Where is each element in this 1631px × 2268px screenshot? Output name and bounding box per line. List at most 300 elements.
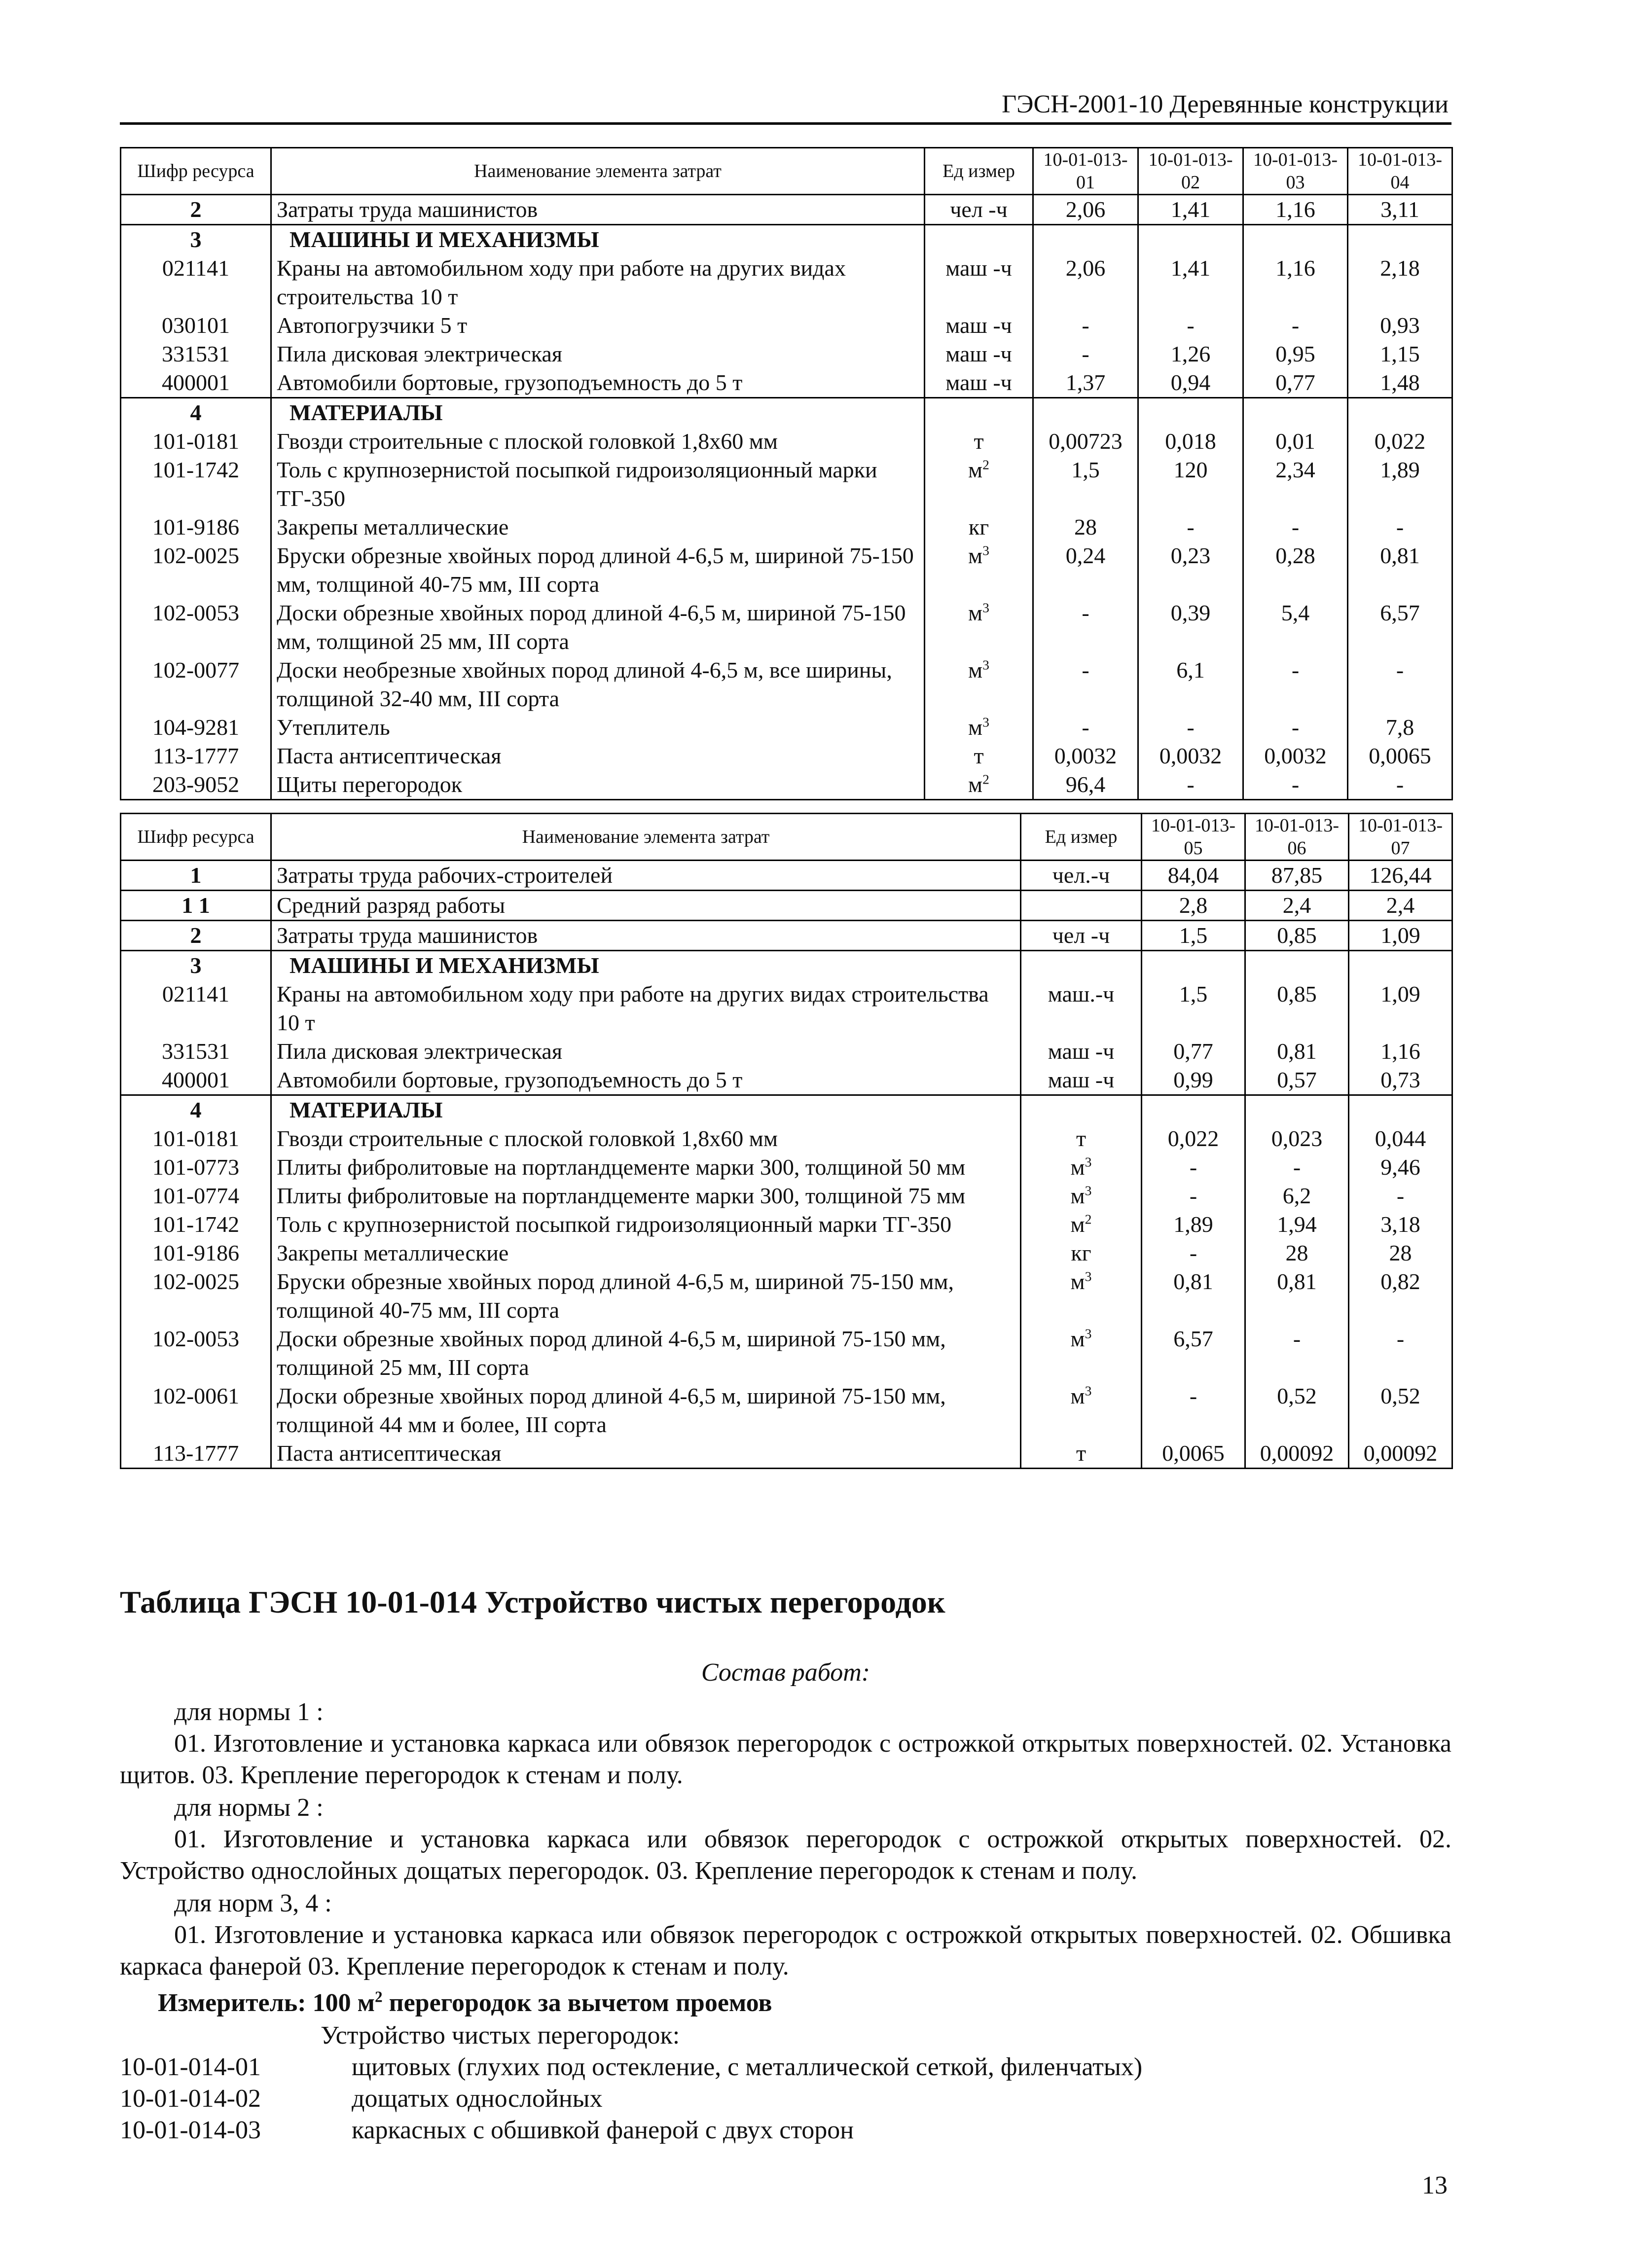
norm-value: 6,2 <box>1245 1182 1349 1210</box>
norm-value: 0,28 <box>1243 541 1348 599</box>
column-header: Ед измер <box>1021 814 1142 861</box>
norm-value: 0,022 <box>1142 1124 1245 1153</box>
table-row <box>121 921 1452 951</box>
unit-text: м <box>968 543 983 568</box>
unit-cell <box>1021 1124 1142 1153</box>
cost-element-name: Автомобили бортовые, грузоподъемность до 5 т <box>271 1066 1021 1095</box>
cost-element-name: МАШИНЫ И МЕХАНИЗМЫ <box>271 951 1021 980</box>
resource-code: 331531 <box>121 1037 271 1066</box>
unit-text: маш -ч <box>945 370 1012 395</box>
table-row <box>121 1210 1452 1239</box>
norm-value: 0,24 <box>1033 541 1138 599</box>
norm-code: 10-01-014-03 <box>120 2116 261 2144</box>
table-row <box>121 713 1452 742</box>
cost-element-name: Пила дисковая электрическая <box>271 1037 1021 1066</box>
norm-value: 28 <box>1245 1239 1349 1267</box>
table-row <box>121 1037 1452 1066</box>
cost-element-name: Толь с крупнозернистой посыпкой гидроизоляционный марки ТГ-350 <box>271 456 925 513</box>
resource-code: 101-0774 <box>121 1182 271 1210</box>
composition-heading: Состав работ: <box>701 1658 870 1687</box>
unit-text: т <box>1076 1126 1087 1151</box>
norm-value: 1,15 <box>1348 340 1452 368</box>
norm-value: 87,85 <box>1245 861 1349 891</box>
norm-value: 2,4 <box>1349 891 1452 921</box>
norm-value: 0,01 <box>1243 427 1348 456</box>
norm-value: - <box>1142 1182 1245 1210</box>
norm-value: - <box>1138 311 1243 340</box>
table-row <box>121 340 1452 368</box>
norm-value: 0,0032 <box>1243 742 1348 770</box>
unit-text: м <box>1070 1269 1085 1294</box>
resource-code: 203-9052 <box>121 770 271 800</box>
column-header: Наименование элемента затрат <box>271 814 1021 861</box>
table-row <box>121 891 1452 921</box>
norm-value: 0,57 <box>1245 1066 1349 1095</box>
norm-value: - <box>1243 770 1348 800</box>
norm-value: 0,95 <box>1243 340 1348 368</box>
unit-text: м <box>1070 1183 1085 1208</box>
norm-value: - <box>1142 1239 1245 1267</box>
cost-element-name: Паста антисептическая <box>271 742 925 770</box>
meter-value-post: перегородок за вычетом проемов <box>382 1989 772 2017</box>
norm-value: 2,06 <box>1033 195 1138 225</box>
unit-cell <box>925 513 1033 541</box>
unit-exponent: 2 <box>1085 1211 1092 1227</box>
unit-exponent: 2 <box>982 457 989 472</box>
norm-value <box>1349 951 1452 980</box>
resource-code: 101-0181 <box>121 427 271 456</box>
table-row <box>121 1439 1452 1469</box>
norm-value: 7,8 <box>1348 713 1452 742</box>
norm-value: 1,16 <box>1243 195 1348 225</box>
unit-cell <box>925 541 1033 599</box>
norm-value: 1,94 <box>1245 1210 1349 1239</box>
norm-value: 0,52 <box>1245 1382 1349 1439</box>
unit-cell <box>925 311 1033 340</box>
norm-value: 0,81 <box>1142 1267 1245 1325</box>
norm-value: - <box>1142 1382 1245 1439</box>
cost-element-name: Утеплитель <box>271 713 925 742</box>
norm-value: 1,89 <box>1142 1210 1245 1239</box>
cost-element-name: МАШИНЫ И МЕХАНИЗМЫ <box>271 225 925 254</box>
table-row <box>121 368 1452 398</box>
norm-value: 2,34 <box>1243 456 1348 513</box>
norm-value: 0,044 <box>1349 1124 1452 1153</box>
norm-value: 120 <box>1138 456 1243 513</box>
norm-list-item <box>120 2115 854 2146</box>
norm-value: 0,0032 <box>1138 742 1243 770</box>
norm-value: - <box>1245 1153 1349 1182</box>
norm-value: - <box>1243 713 1348 742</box>
unit-text: м <box>968 457 983 482</box>
column-header: 10-01-013-07 <box>1349 814 1452 861</box>
page-number: 13 <box>1422 2171 1448 2199</box>
table-row <box>121 599 1452 656</box>
norm-value: 1,16 <box>1349 1037 1452 1066</box>
norm-value: 28 <box>1033 513 1138 541</box>
resource-code: 101-1742 <box>121 1210 271 1239</box>
unit-text: маш -ч <box>945 341 1012 366</box>
meter-value-pre: 100 м <box>312 1989 375 2017</box>
resource-code: 021141 <box>121 254 271 311</box>
resource-code: 104-9281 <box>121 713 271 742</box>
norm-value: 1,48 <box>1348 368 1452 398</box>
table-row <box>121 311 1452 340</box>
norm-3-4-label: для норм 3, 4 : <box>174 1889 332 1917</box>
norm-value <box>1142 951 1245 980</box>
resource-code: 102-0053 <box>121 1325 271 1382</box>
norm-value: 5,4 <box>1243 599 1348 656</box>
resource-code: 4 <box>121 398 271 428</box>
meter-sup: 2 <box>375 1988 383 2006</box>
unit-exponent: 3 <box>1085 1268 1092 1284</box>
table-row <box>121 861 1452 891</box>
norm-value: 0,0032 <box>1033 742 1138 770</box>
unit-cell <box>925 368 1033 398</box>
norm-value: - <box>1138 513 1243 541</box>
unit-cell <box>1021 861 1142 891</box>
unit-exponent: 3 <box>982 657 989 673</box>
norm-value: 3,18 <box>1349 1210 1452 1239</box>
unit-text: чел -ч <box>1052 923 1110 948</box>
norm-value: 84,04 <box>1142 861 1245 891</box>
cost-element-name: Плиты фибролитовые на портландцементе марки 300, толщиной 75 мм <box>271 1182 1021 1210</box>
unit-cell <box>925 456 1033 513</box>
cost-element-name: Закрепы металлические <box>271 513 925 541</box>
meter-line <box>158 1987 772 2019</box>
cost-element-name: Автопогрузчики 5 т <box>271 311 925 340</box>
unit-cell <box>1021 951 1142 980</box>
table-row <box>121 1153 1452 1182</box>
resource-code: 021141 <box>121 980 271 1037</box>
resource-code: 113-1777 <box>121 1439 271 1469</box>
norm-value: 1,41 <box>1138 254 1243 311</box>
column-header: 10-01-013-02 <box>1138 148 1243 195</box>
unit-text: маш.-ч <box>1048 981 1115 1007</box>
unit-exponent: 3 <box>982 714 989 730</box>
table-row <box>121 541 1452 599</box>
unit-text: маш -ч <box>1048 1039 1115 1064</box>
norms-table-2 <box>120 813 1453 1469</box>
unit-cell <box>925 398 1033 428</box>
norm-code: 10-01-014-01 <box>120 2053 261 2081</box>
unit-cell <box>1021 1037 1142 1066</box>
unit-exponent: 3 <box>1085 1326 1092 1341</box>
table-row <box>121 1267 1452 1325</box>
unit-text: м <box>1070 1154 1085 1180</box>
norm-value: 0,52 <box>1349 1382 1452 1439</box>
unit-cell <box>1021 1095 1142 1125</box>
table-row <box>121 770 1452 800</box>
norm-list-item <box>120 2083 603 2115</box>
cost-element-name: Затраты труда машинистов <box>271 921 1021 951</box>
table-row <box>121 656 1452 713</box>
norm-value: 1,5 <box>1033 456 1138 513</box>
norm-value: 1,26 <box>1138 340 1243 368</box>
norm-value: 0,023 <box>1245 1124 1349 1153</box>
unit-text: т <box>1076 1440 1087 1466</box>
unit-cell <box>925 225 1033 254</box>
resource-code: 030101 <box>121 311 271 340</box>
unit-text: м <box>1070 1326 1085 1351</box>
table-row <box>121 1239 1452 1267</box>
norms-table-1 <box>120 147 1453 800</box>
column-header: Шифр ресурса <box>121 814 271 861</box>
unit-cell <box>1021 980 1142 1037</box>
cost-element-name: Доски обрезные хвойных пород длиной 4-6,5 м, шириной 75-150 мм, толщиной 44 мм и более, III сорта <box>271 1382 1021 1439</box>
table-row <box>121 980 1452 1037</box>
norm-value: 1,37 <box>1033 368 1138 398</box>
norm-value: 2,18 <box>1348 254 1452 311</box>
norm-value <box>1245 1095 1349 1125</box>
unit-exponent: 3 <box>982 542 989 558</box>
norm-value <box>1348 398 1452 428</box>
resource-code: 102-0077 <box>121 656 271 713</box>
norm-code: 10-01-014-02 <box>120 2085 261 2113</box>
norm-value: - <box>1348 513 1452 541</box>
unit-text: м <box>1070 1212 1085 1237</box>
norm-value: - <box>1138 713 1243 742</box>
unit-cell <box>925 713 1033 742</box>
norm-value: 1,5 <box>1142 921 1245 951</box>
resource-code: 102-0025 <box>121 1267 271 1325</box>
norm-3-4-text: 01. Изготовление и установка каркаса или обвязок перегородок с острожкой открытых поверхностей. 02. Обшивка каркаса фанерой 03. Крепление перегородок к стенам и полу. <box>120 1921 1451 1980</box>
unit-cell <box>925 340 1033 368</box>
norm-2-text: 01. Изготовление и установка каркаса или обвязок перегородок с острожкой открытых поверхностей. 02. Устройство однослойных дощатых перегородок. 03. Крепление перегородок к стенам и полу. <box>120 1825 1451 1885</box>
cost-element-name: Закрепы металлические <box>271 1239 1021 1267</box>
unit-text: чел.-ч <box>1052 863 1110 888</box>
unit-text: маш -ч <box>945 313 1012 338</box>
resource-code: 2 <box>121 921 271 951</box>
norm-value: 0,85 <box>1245 980 1349 1037</box>
unit-cell <box>1021 1439 1142 1469</box>
table-row <box>121 513 1452 541</box>
norm-value: 0,82 <box>1349 1267 1452 1325</box>
resource-code: 102-0053 <box>121 599 271 656</box>
norm-value: 1,89 <box>1348 456 1452 513</box>
unit-text: маш -ч <box>945 255 1012 281</box>
norm-value: - <box>1033 656 1138 713</box>
table-header-row <box>121 148 1452 195</box>
norm-value: 0,00723 <box>1033 427 1138 456</box>
unit-text: т <box>974 429 984 454</box>
cost-element-name: Гвозди строительные с плоской головкой 1,8х60 мм <box>271 1124 1021 1153</box>
cost-element-name: Доски необрезные хвойных пород длиной 4-6,5 м, все ширины, толщиной 32-40 мм, III сорта <box>271 656 925 713</box>
norm-value <box>1243 225 1348 254</box>
table-row <box>121 742 1452 770</box>
norm-value: 1,09 <box>1349 980 1452 1037</box>
unit-text: т <box>974 743 984 768</box>
resource-code: 400001 <box>121 368 271 398</box>
unit-exponent: 3 <box>1085 1183 1092 1198</box>
norm-value <box>1033 398 1138 428</box>
unit-text: кг <box>1071 1240 1091 1265</box>
norm-value: - <box>1243 656 1348 713</box>
cost-element-name: Бруски обрезные хвойных пород длиной 4-6,5 м, шириной 75-150 мм, толщиной 40-75 мм, III сорта <box>271 541 925 599</box>
norm-value: - <box>1348 656 1452 713</box>
unit-cell <box>1021 1182 1142 1210</box>
norm-value <box>1349 1095 1452 1125</box>
unit-cell <box>925 742 1033 770</box>
norm-value: 0,73 <box>1349 1066 1452 1095</box>
norm-value <box>1348 225 1452 254</box>
cost-element-name: Паста антисептическая <box>271 1439 1021 1469</box>
norm-desc: каркасных с обшивкой фанерой с двух сторон <box>352 2116 854 2144</box>
norm-value: 0,94 <box>1138 368 1243 398</box>
norm-1-label: для нормы 1 : <box>174 1698 324 1726</box>
resource-code: 101-9186 <box>121 513 271 541</box>
unit-cell <box>1021 921 1142 951</box>
norm-value: 6,57 <box>1142 1325 1245 1382</box>
header-rule <box>120 122 1451 125</box>
unit-cell <box>925 599 1033 656</box>
cost-element-name: Пила дисковая электрическая <box>271 340 925 368</box>
norm-value: 0,39 <box>1138 599 1243 656</box>
cost-element-name: Средний разряд работы <box>271 891 1021 921</box>
norm-value: 0,81 <box>1245 1037 1349 1066</box>
resource-code: 101-0181 <box>121 1124 271 1153</box>
column-header: 10-01-013-06 <box>1245 814 1349 861</box>
cost-element-name: Бруски обрезные хвойных пород длиной 4-6,5 м, шириной 75-150 мм, толщиной 40-75 мм, III сорта <box>271 1267 1021 1325</box>
norm-value <box>1138 398 1243 428</box>
norms-table-1-body <box>121 148 1452 800</box>
unit-cell <box>1021 891 1142 921</box>
norm-value: - <box>1349 1325 1452 1382</box>
column-header: 10-01-013-03 <box>1243 148 1348 195</box>
norm-value: 0,23 <box>1138 541 1243 599</box>
norm-2-label: для нормы 2 : <box>174 1794 324 1822</box>
resource-code: 3 <box>121 951 271 980</box>
resource-code: 101-0773 <box>121 1153 271 1182</box>
norm-value: 1,5 <box>1142 980 1245 1037</box>
norm-value: 0,81 <box>1348 541 1452 599</box>
unit-text: м <box>968 657 983 683</box>
cost-element-name: Гвозди строительные с плоской головкой 1,8х60 мм <box>271 427 925 456</box>
cost-element-name: Затраты труда машинистов <box>271 195 925 225</box>
cost-element-name: Краны на автомобильном ходу при работе на других видах строительства 10 т <box>271 254 925 311</box>
norm-value: - <box>1142 1153 1245 1182</box>
unit-text: чел -ч <box>950 197 1008 222</box>
cost-element-name: Краны на автомобильном ходу при работе на других видах строительства 10 т <box>271 980 1021 1037</box>
table-row <box>121 951 1452 980</box>
cost-element-name: Толь с крупнозернистой посыпкой гидроизоляционный марки ТГ-350 <box>271 1210 1021 1239</box>
norm-value: 0,85 <box>1245 921 1349 951</box>
resource-code: 113-1777 <box>121 742 271 770</box>
unit-cell <box>925 254 1033 311</box>
column-header: Шифр ресурса <box>121 148 271 195</box>
norm-value: 0,77 <box>1142 1037 1245 1066</box>
unit-cell <box>1021 1267 1142 1325</box>
unit-exponent: 3 <box>1085 1383 1092 1399</box>
norm-value: 0,99 <box>1142 1066 1245 1095</box>
norm-value <box>1033 225 1138 254</box>
table-row <box>121 1095 1452 1125</box>
norm-value <box>1142 1095 1245 1125</box>
unit-cell <box>925 195 1033 225</box>
unit-cell <box>925 427 1033 456</box>
resource-code: 4 <box>121 1095 271 1125</box>
table-row <box>121 456 1452 513</box>
norm-value <box>1138 225 1243 254</box>
norm-value: 96,4 <box>1033 770 1138 800</box>
unit-text: маш -ч <box>1048 1067 1115 1092</box>
table-header-row <box>121 814 1452 861</box>
norm-value: 0,022 <box>1348 427 1452 456</box>
unit-text: м <box>1070 1383 1085 1408</box>
norm-value: - <box>1245 1325 1349 1382</box>
norm-desc: щитовых (глухих под остекление, с металлической сеткой, филенчатых) <box>352 2053 1143 2081</box>
cost-element-name: Доски обрезные хвойных пород длиной 4-6,5 м, шириной 75-150 мм, толщиной 25 мм, III сорта <box>271 1325 1021 1382</box>
resource-code: 3 <box>121 225 271 254</box>
unit-exponent: 2 <box>982 771 989 787</box>
cost-element-name: Затраты труда рабочих-строителей <box>271 861 1021 891</box>
column-header: Наименование элемента затрат <box>271 148 925 195</box>
resource-code: 102-0061 <box>121 1382 271 1439</box>
resource-code: 102-0025 <box>121 541 271 599</box>
norm-value: 0,93 <box>1348 311 1452 340</box>
column-header: 10-01-013-04 <box>1348 148 1452 195</box>
table-row <box>121 427 1452 456</box>
running-head: ГЭСН-2001-10 Деревянные конструкции <box>1002 90 1449 118</box>
norm-list-heading: Устройство чистых перегородок: <box>321 2021 680 2050</box>
norm-value: - <box>1348 770 1452 800</box>
norm-value: 1,41 <box>1138 195 1243 225</box>
norm-desc: дощатых однослойных <box>352 2085 603 2113</box>
norm-value: 9,46 <box>1349 1153 1452 1182</box>
norm-value: 6,1 <box>1138 656 1243 713</box>
norm-value: - <box>1033 599 1138 656</box>
unit-text: м <box>968 715 983 740</box>
unit-cell <box>1021 1325 1142 1382</box>
cost-element-name: Плиты фибролитовые на портландцементе марки 300, толщиной 50 мм <box>271 1153 1021 1182</box>
unit-text: м <box>968 600 983 625</box>
resource-code: 400001 <box>121 1066 271 1095</box>
norm-value: 2,8 <box>1142 891 1245 921</box>
norm-value: 3,11 <box>1348 195 1452 225</box>
norm-1-text: 01. Изготовление и установка каркаса или обвязок перегородок с острожкой открытых поверхностей. 02. Установка щитов. 03. Крепление перегородок к стенам и полу. <box>120 1729 1451 1789</box>
resource-code: 331531 <box>121 340 271 368</box>
cost-element-name: МАТЕРИАЛЫ <box>271 398 925 428</box>
resource-code: 2 <box>121 195 271 225</box>
section-title: Таблица ГЭСН 10-01-014 Устройство чистых перегородок <box>120 1584 945 1620</box>
table-row <box>121 254 1452 311</box>
norm-value: 1,09 <box>1349 921 1452 951</box>
resource-code: 101-9186 <box>121 1239 271 1267</box>
norm-value: 0,00092 <box>1349 1439 1452 1469</box>
unit-text: кг <box>968 514 989 540</box>
table-row <box>121 1066 1452 1095</box>
cost-element-name: Доски обрезные хвойных пород длиной 4-6,5 м, шириной 75-150 мм, толщиной 25 мм, III сорта <box>271 599 925 656</box>
table-row <box>121 225 1452 254</box>
table-row <box>121 398 1452 428</box>
unit-text: м <box>968 772 983 797</box>
norm-value: 2,4 <box>1245 891 1349 921</box>
norm-value: 1,16 <box>1243 254 1348 311</box>
column-header: 10-01-013-05 <box>1142 814 1245 861</box>
norm-value: - <box>1243 513 1348 541</box>
norm-value: 0,018 <box>1138 427 1243 456</box>
norm-value <box>1243 398 1348 428</box>
table-row <box>121 1382 1452 1439</box>
cost-element-name: МАТЕРИАЛЫ <box>271 1095 1021 1125</box>
unit-cell <box>925 770 1033 800</box>
norm-value: - <box>1243 311 1348 340</box>
norm-value: 6,57 <box>1348 599 1452 656</box>
table-row <box>121 195 1452 225</box>
norm-value: - <box>1349 1182 1452 1210</box>
unit-cell <box>1021 1153 1142 1182</box>
norm-value: 0,0065 <box>1348 742 1452 770</box>
